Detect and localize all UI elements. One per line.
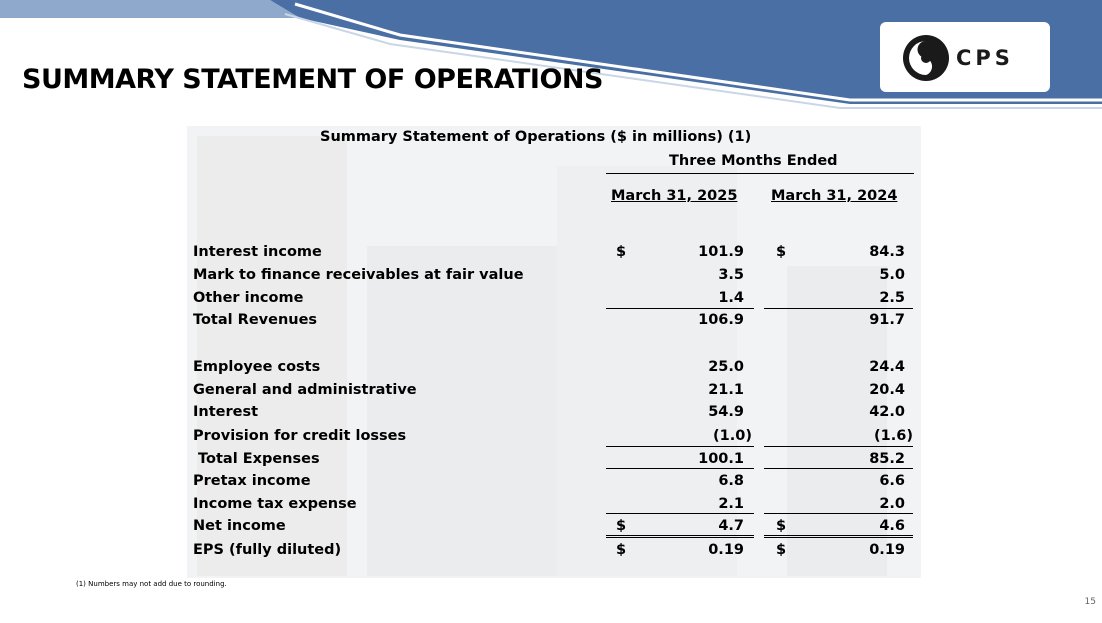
row-label-interest: Interest — [193, 404, 259, 420]
cps-logo-icon — [900, 32, 952, 84]
value-2024: (1.6) — [874, 428, 913, 444]
value-2024: 84.3 — [869, 244, 905, 260]
row-label-general-admin: General and administrative — [193, 382, 417, 398]
total-rule — [606, 468, 754, 469]
currency-symbol: $ — [616, 518, 627, 534]
value-2025: 1.4 — [718, 290, 744, 306]
period-header: Three Months Ended — [669, 153, 838, 169]
value-2024: 5.0 — [879, 267, 905, 283]
value-2024: 2.0 — [879, 496, 905, 512]
currency-symbol: $ — [616, 244, 627, 260]
row-label-provision: Provision for credit losses — [193, 428, 407, 444]
double-total-rule — [764, 535, 913, 538]
currency-symbol: $ — [776, 542, 787, 558]
currency-symbol: $ — [776, 518, 787, 534]
value-2025: 21.1 — [708, 382, 744, 398]
value-2024: 4.6 — [879, 518, 905, 534]
row-label-interest-income: Interest income — [193, 244, 322, 260]
value-2025: 25.0 — [708, 359, 744, 375]
banner-light-band — [0, 0, 300, 18]
value-2025: 101.9 — [698, 244, 744, 260]
value-2025: 0.19 — [708, 542, 744, 558]
row-label-income-tax: Income tax expense — [193, 496, 357, 512]
row-label-eps: EPS (fully diluted) — [193, 542, 342, 558]
company-logo — [900, 30, 1014, 86]
currency-symbol: $ — [616, 542, 627, 558]
subtotal-rule — [764, 308, 913, 309]
row-label-mark-to-finance: Mark to finance receivables at fair value — [193, 267, 524, 283]
row-label-total-expenses: Total Expenses — [193, 451, 320, 467]
slide-title: SUMMARY STATEMENT OF OPERATIONS — [22, 64, 603, 95]
value-2025: (1.0) — [713, 428, 752, 444]
period-underline — [606, 173, 914, 174]
value-2024: 24.4 — [869, 359, 905, 375]
value-2024: 20.4 — [869, 382, 905, 398]
value-2025: 106.9 — [698, 312, 744, 328]
value-2025: 4.7 — [718, 518, 744, 534]
subtotal-rule — [764, 446, 913, 447]
value-2025: 54.9 — [708, 404, 744, 420]
row-label-other-income: Other income — [193, 290, 304, 306]
value-2025: 3.5 — [718, 267, 744, 283]
row-label-employee-costs: Employee costs — [193, 359, 321, 375]
subtotal-rule — [606, 446, 754, 447]
value-2024: 2.5 — [879, 290, 905, 306]
row-label-pretax-income: Pretax income — [193, 473, 311, 489]
row-label-net-income: Net income — [193, 518, 286, 534]
row-label-total-revenues: Total Revenues — [193, 312, 318, 328]
value-2024: 85.2 — [869, 451, 905, 467]
table-title: Summary Statement of Operations ($ in millions) (1) — [320, 129, 752, 145]
currency-symbol: $ — [776, 244, 787, 260]
statement-panel — [187, 126, 921, 578]
value-2024: 0.19 — [869, 542, 905, 558]
total-rule — [764, 468, 913, 469]
value-2025: 2.1 — [718, 496, 744, 512]
double-total-rule — [606, 535, 754, 538]
value-2025: 6.8 — [718, 473, 744, 489]
subtotal-rule — [606, 513, 754, 514]
column-header-2025: March 31, 2025 — [611, 188, 738, 204]
value-2025: 100.1 — [698, 451, 744, 467]
page-number: 15 — [1084, 597, 1096, 607]
footnote: (1) Numbers may not add due to rounding. — [76, 580, 227, 588]
subtotal-rule — [606, 308, 754, 309]
value-2024: 42.0 — [869, 404, 905, 420]
subtotal-rule — [764, 513, 913, 514]
logo-text: CPS — [956, 46, 1014, 70]
value-2024: 91.7 — [869, 312, 905, 328]
value-2024: 6.6 — [879, 473, 905, 489]
column-header-2024: March 31, 2024 — [771, 188, 898, 204]
